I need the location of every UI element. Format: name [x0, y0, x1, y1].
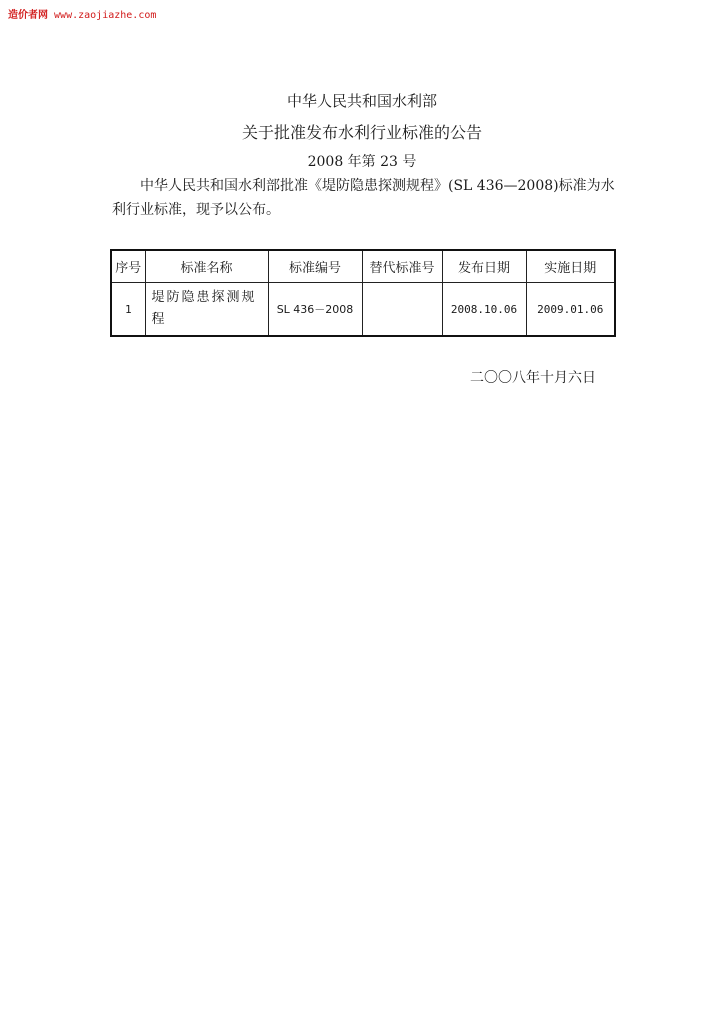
col-header-index: 序号 [111, 250, 145, 283]
standards-table [110, 249, 616, 337]
announcement-title: 关于批准发布水利行业标准的公告 [241, 123, 482, 142]
col-header-publish-date: 发布日期 [442, 250, 526, 283]
cell-publish-date: 2008.10.06 [442, 283, 526, 337]
col-header-code: 标准编号 [268, 250, 362, 283]
issuing-department: 中华人民共和国水利部 [286, 92, 437, 110]
cell-effective-date: 2009.01.06 [526, 283, 615, 337]
watermark-url[interactable]: www.zaojiazhe.com [54, 10, 157, 21]
col-header-replaces: 替代标准号 [362, 250, 442, 283]
watermark-site-name: 造价者网 [8, 10, 48, 21]
cell-standard-name: 堤防隐患探测规程 [145, 283, 268, 337]
col-header-effective-date: 实施日期 [526, 250, 615, 283]
table-row [111, 283, 615, 337]
announcement-number: 2008 年第 23 号 [307, 154, 417, 170]
announcement-body: 中华人民共和国水利部批准《堤防隐患探测规程》(SL 436—2008)标准为水利行业标准，现予以公布。 [112, 178, 615, 218]
signature-date: 二〇〇八年十月六日 [470, 370, 596, 386]
cell-standard-code: SL 436－2008 [268, 283, 362, 337]
cell-index: 1 [111, 283, 145, 337]
table-header-row [111, 250, 615, 283]
cell-replaces [362, 283, 442, 337]
site-watermark [8, 6, 156, 21]
col-header-name: 标准名称 [145, 250, 268, 283]
